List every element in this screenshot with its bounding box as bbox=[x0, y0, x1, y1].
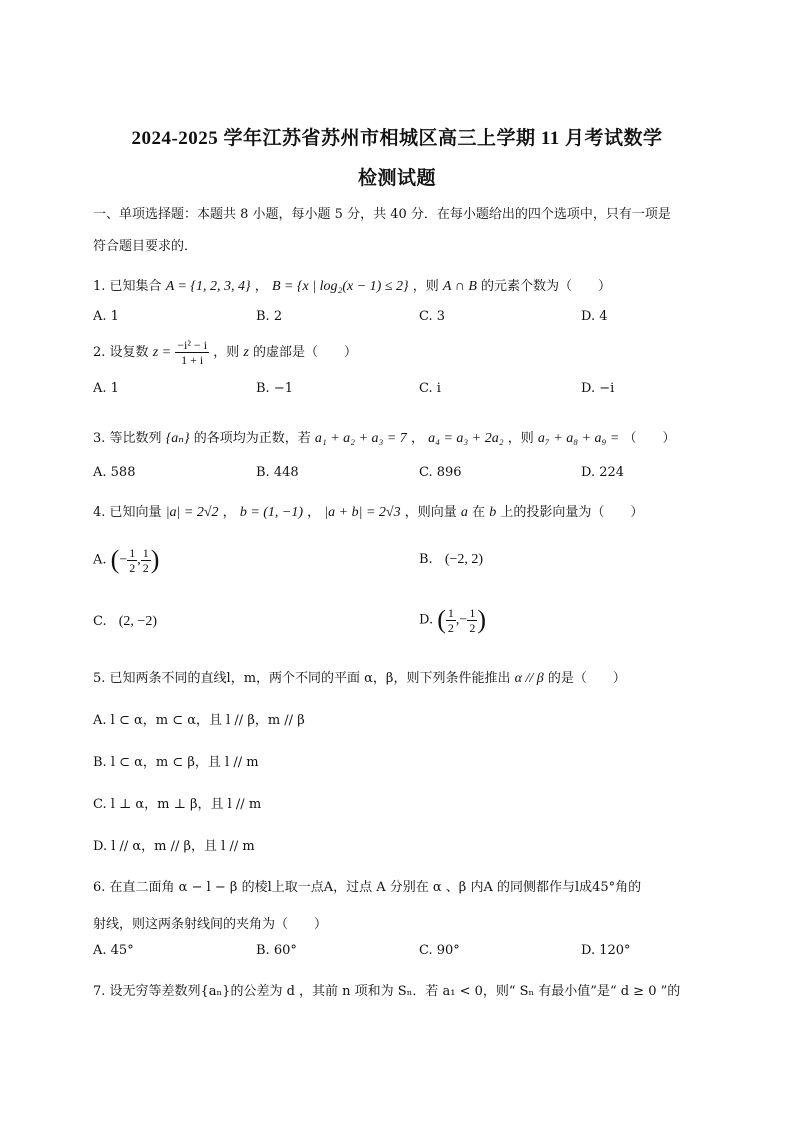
q3-eq2: a₄ = a₃ + 2a₂ bbox=[428, 431, 504, 446]
q2-option-d: D. −i bbox=[581, 381, 615, 396]
q4-d-minus: − bbox=[459, 612, 468, 628]
q1-intersection: A ∩ B bbox=[442, 279, 477, 294]
q4-option-c bbox=[93, 614, 157, 630]
q5-option-b: B. l ⊂ α，m ⊂ β，且 l // m bbox=[93, 755, 259, 770]
q4-a-num2: 1 bbox=[142, 545, 149, 560]
q1-suffix-a: ，则 bbox=[412, 279, 439, 294]
question-6-stem-line1: 6. 在直二面角 α − l − β 的棱l上取一点A，过点 A 分别在 α 、β 内A 的同侧都作与l成45°角的 bbox=[93, 880, 642, 895]
q4-option-c-value: (2, −2) bbox=[118, 614, 157, 629]
q4-a-den1: 2 bbox=[129, 560, 136, 575]
q3-eq1: a₁ + a₂ + a₃ = 7 bbox=[314, 431, 407, 446]
q1-option-d: D. 4 bbox=[581, 309, 608, 324]
q4-option-b-label: B. bbox=[419, 552, 433, 567]
q6-option-a: A. 45° bbox=[93, 943, 134, 958]
q3-eq3: a₇ + a₈ + a₉ = bbox=[537, 431, 620, 446]
q1-set-a: A = {1, 2, 3, 4} bbox=[165, 279, 251, 294]
q4-option-a-label: A. bbox=[93, 552, 107, 568]
q4-a-comma: , bbox=[137, 552, 141, 568]
q2-lhs: z = bbox=[152, 345, 172, 360]
q3-mid2: ，则 bbox=[507, 431, 534, 446]
question-1-stem: 1. 已知集合 A = {1, 2, 3, 4} ， B = {x | log₂(x − 1) ≤ 2} ，则 A ∩ B 的元素个数为（ ） bbox=[93, 279, 612, 294]
q4-option-d-label: D. bbox=[419, 612, 434, 628]
q3-suffix: （ ） bbox=[623, 431, 676, 446]
q4-a-den2: 2 bbox=[142, 560, 149, 575]
q2-option-c: C. i bbox=[419, 381, 441, 396]
q4-d-num1: 1 bbox=[447, 605, 454, 620]
q4-option-a: A. (− $\frac{1}{2}$ , $\frac{1}{2}$ ) bbox=[93, 545, 160, 575]
q3-sep: ， bbox=[410, 431, 424, 446]
q1-option-a: A. 1 bbox=[93, 309, 119, 324]
q2-denominator: 1 + i bbox=[181, 353, 204, 367]
q4-option-b-value: (−2, 2) bbox=[444, 552, 484, 567]
question-5-stem bbox=[93, 667, 626, 687]
q5-stem-b: 的是（ ） bbox=[547, 671, 626, 686]
q4-option-b bbox=[419, 552, 483, 568]
q2-prefix: 2. 设复数 bbox=[93, 345, 149, 360]
q5-stem-a: 5. 已知两条不同的直线l，m，两个不同的平面 α，β，则下列条件能推出 bbox=[93, 671, 511, 686]
q4-mid: ，则向量 bbox=[404, 505, 457, 520]
q4-suffix: 上的投影向量为（ ） bbox=[500, 505, 644, 520]
q2-suffix: 的虚部是（ ） bbox=[252, 345, 357, 360]
q6-option-c: C. 90° bbox=[419, 943, 460, 958]
question-2-stem bbox=[93, 339, 357, 366]
question-7-stem-line1: 7. 设无穷等差数列{aₙ}的公差为 d ，其前 n 项和为 Sₙ．若 a₁ < 0，则“ Sₙ 有最小值”是“ d ≥ 0 ”的 bbox=[93, 984, 681, 999]
question-6-stem-line2: 射线，则这两条射线间的夹角为（ ） bbox=[93, 917, 328, 932]
q5-conclusion: α // β bbox=[514, 671, 544, 686]
q4-option-c-label: C. bbox=[93, 614, 107, 629]
exam-title-line2: 检测试题 bbox=[357, 168, 436, 189]
q4-d-comma: , bbox=[455, 612, 460, 628]
q4-vector-a: a bbox=[460, 505, 468, 520]
q4-d-num2: 1 bbox=[469, 605, 476, 620]
q1-suffix-b: 的元素个数为（ ） bbox=[481, 279, 612, 294]
q5-option-d: D. l // α，m // β，且 l // m bbox=[93, 839, 255, 854]
section-instructions-line1: 一、单项选择题：本题共 8 小题，每小题 5 分，共 40 分．在每小题给出的四个选项中，只有一项是 bbox=[93, 207, 671, 222]
q1-prefix: 1. 已知集合 bbox=[93, 279, 162, 294]
question-3-stem bbox=[93, 427, 676, 447]
q1-option-c: C. 3 bbox=[419, 309, 446, 324]
q4-cond-2: b = (1, −1) bbox=[239, 505, 304, 520]
question-4-stem: 4. 已知向量 |a| = 2√2 ， b = (1, −1) ， |a + b| = 2√3 ，则向量 a 在 b 上的投影向量为（ ） bbox=[93, 505, 644, 520]
q4-d-den1: 2 bbox=[447, 620, 454, 635]
q4-prefix: 4. 已知向量 bbox=[93, 505, 162, 520]
q6-option-d: D. 120° bbox=[581, 943, 631, 958]
q5-option-c: C. l ⊥ α，m ⊥ β，且 l // m bbox=[93, 797, 262, 812]
q3-option-b: B. 448 bbox=[256, 465, 299, 480]
q4-vector-b: b bbox=[489, 505, 497, 520]
q4-option-d: D. ( $\frac{1}{2}$ ,− $\frac{1}{2}$ ) bbox=[419, 605, 486, 635]
q2-var: z bbox=[243, 345, 249, 360]
q2-option-a: A. 1 bbox=[93, 381, 119, 396]
q6-option-b: B. 60° bbox=[256, 943, 297, 958]
q2-mid: ，则 bbox=[213, 345, 240, 360]
q3-sequence: {aₙ} bbox=[165, 431, 190, 446]
exam-title-line1: 2024-2025 学年江苏省苏州市相城区高三上学期 11 月考试数学 bbox=[131, 128, 663, 149]
q2-fraction bbox=[175, 339, 209, 366]
q2-numerator: −i² − i bbox=[177, 338, 208, 352]
q3-option-a: A. 588 bbox=[93, 465, 136, 480]
q4-cond-1: |a| = 2√2 bbox=[165, 505, 219, 520]
q4-a-num1: 1 bbox=[129, 545, 136, 560]
q3-option-d: D. 224 bbox=[581, 465, 625, 480]
q3-prefix: 3. 等比数列 bbox=[93, 431, 162, 446]
q2-option-b: B. −1 bbox=[256, 381, 293, 396]
q4-cond-3: |a + b| = 2√3 bbox=[324, 505, 401, 520]
q4-in: 在 bbox=[472, 505, 486, 520]
q1-option-b: B. 2 bbox=[256, 309, 283, 324]
q5-option-a: A. l ⊂ α，m ⊂ α，且 l // β，m // β bbox=[93, 713, 305, 728]
q1-set-b: B = {x | log₂(x − 1) ≤ 2} bbox=[271, 279, 409, 294]
q4-option-a-minus: − bbox=[119, 552, 128, 568]
section-instructions-line2: 符合题目要求的． bbox=[93, 239, 198, 254]
q4-d-den2: 2 bbox=[469, 620, 476, 635]
q3-mid: 的各项均为正数，若 bbox=[193, 431, 311, 446]
q3-option-c: C. 896 bbox=[419, 465, 462, 480]
